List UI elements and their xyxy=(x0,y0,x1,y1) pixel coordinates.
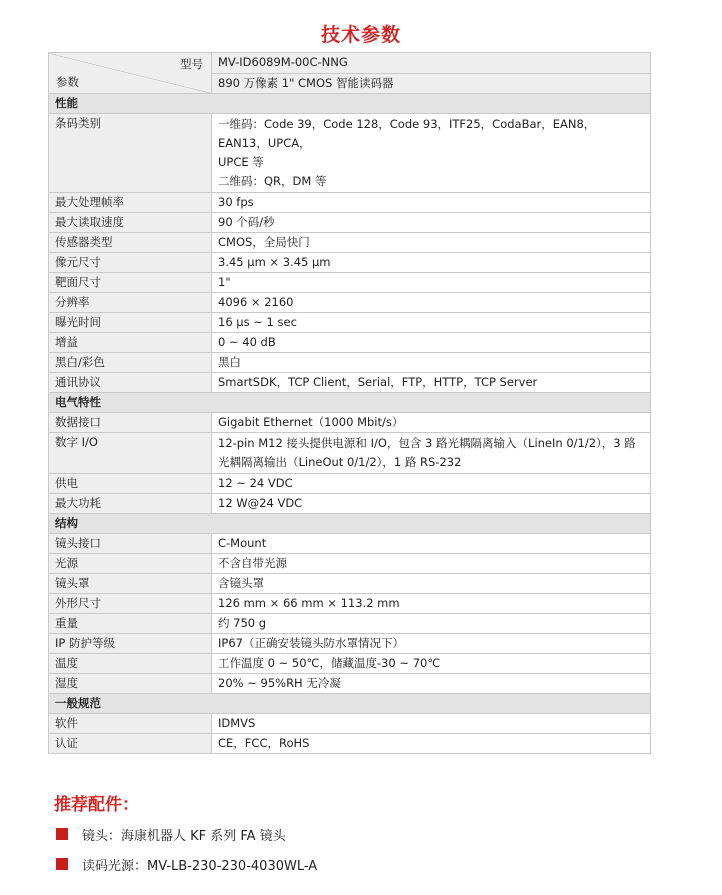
spec-value xyxy=(212,734,651,754)
table-row xyxy=(49,433,651,474)
spec-value-line: 黑白 xyxy=(218,355,241,369)
table-row xyxy=(49,494,651,514)
section-row xyxy=(49,514,651,534)
spec-value-line: 二维码：QR，DM 等 xyxy=(218,174,327,188)
spec-value xyxy=(212,534,651,554)
accessories-list xyxy=(56,823,317,883)
spec-label: 光源 xyxy=(49,554,212,574)
spec-value xyxy=(212,114,651,193)
spec-value-line: SmartSDK，TCP Client，Serial，FTP，HTTP，TCP Server xyxy=(218,375,538,389)
spec-value-line: IDMVS xyxy=(218,716,256,730)
spec-label: 数字 I/O xyxy=(49,433,212,474)
header-diagonal-cell xyxy=(49,53,212,94)
table-row xyxy=(49,213,651,233)
square-bullet-icon xyxy=(56,858,68,870)
table-row xyxy=(49,114,651,193)
table-row xyxy=(49,233,651,253)
table-row xyxy=(49,674,651,694)
spec-value xyxy=(212,433,651,474)
page-title: 技术参数 xyxy=(320,24,401,46)
section-heading: 性能 xyxy=(49,94,651,114)
table-row xyxy=(49,614,651,634)
spec-label: 最大读取速度 xyxy=(49,213,212,233)
spec-table xyxy=(48,52,651,754)
spec-value xyxy=(212,273,651,293)
spec-value xyxy=(212,213,651,233)
spec-value-line: Gigabit Ethernet（1000 Mbit/s） xyxy=(218,415,404,429)
spec-value xyxy=(212,373,651,393)
spec-value xyxy=(212,594,651,614)
spec-value xyxy=(212,714,651,734)
spec-label: 外形尺寸 xyxy=(49,594,212,614)
accessories-title: 推荐配件： xyxy=(54,795,139,815)
spec-label: 分辨率 xyxy=(49,293,212,313)
table-row xyxy=(49,253,651,273)
spec-value-line: 约 750 g xyxy=(218,616,267,630)
table-row xyxy=(49,714,651,734)
header-row-model xyxy=(49,53,651,74)
spec-value-line: 20% ~ 95%RH 无冷凝 xyxy=(218,676,341,690)
spec-value xyxy=(212,574,651,594)
spec-value xyxy=(212,313,651,333)
model-value: MV-ID6089M-00C-NNG xyxy=(212,53,651,74)
model-label: 型号 xyxy=(180,57,203,71)
section-row xyxy=(49,393,651,413)
spec-value xyxy=(212,253,651,273)
spec-label: 通讯协议 xyxy=(49,373,212,393)
table-row xyxy=(49,273,651,293)
section-heading: 一般规范 xyxy=(49,694,651,714)
spec-value xyxy=(212,333,651,353)
spec-value-line: CE，FCC，RoHS xyxy=(218,736,310,750)
spec-label: 镜头接口 xyxy=(49,534,212,554)
spec-value-line: 3.45 μm × 3.45 μm xyxy=(218,255,331,269)
spec-value xyxy=(212,634,651,654)
spec-value xyxy=(212,614,651,634)
table-row xyxy=(49,594,651,614)
spec-value xyxy=(212,233,651,253)
spec-value-line: 4096 × 2160 xyxy=(218,295,294,309)
spec-label: 数据接口 xyxy=(49,413,212,433)
table-row xyxy=(49,654,651,674)
accessory-item xyxy=(56,823,317,845)
spec-label: 认证 xyxy=(49,734,212,754)
table-row xyxy=(49,373,651,393)
spec-value xyxy=(212,193,651,213)
table-row xyxy=(49,313,651,333)
spec-value xyxy=(212,654,651,674)
spec-label: 重量 xyxy=(49,614,212,634)
table-row xyxy=(49,574,651,594)
spec-label: 黑白/彩色 xyxy=(49,353,212,373)
spec-value-line: 不含自带光源 xyxy=(218,556,287,570)
spec-label: 供电 xyxy=(49,474,212,494)
spec-value xyxy=(212,474,651,494)
spec-value xyxy=(212,353,651,373)
table-row xyxy=(49,474,651,494)
spec-value-line: 126 mm × 66 mm × 113.2 mm xyxy=(218,596,400,610)
spec-value-line: 90 个码/秒 xyxy=(218,215,275,229)
accessory-text: 镜头：海康机器人 KF 系列 FA 镜头 xyxy=(82,828,286,844)
spec-label: 温度 xyxy=(49,654,212,674)
spec-value-line: 光耦隔离输出（LineOut 0/1/2），1 路 RS-232 xyxy=(218,455,462,469)
spec-value-line: UPCE 等 xyxy=(218,155,264,169)
param-value: 890 万像素 1" CMOS 智能读码器 xyxy=(212,73,651,94)
spec-value-line: 0 ~ 40 dB xyxy=(218,335,276,349)
table-row xyxy=(49,413,651,433)
table-row xyxy=(49,353,651,373)
section-row xyxy=(49,94,651,114)
table-row xyxy=(49,534,651,554)
spec-value-line: 16 μs ~ 1 sec xyxy=(218,315,297,329)
spec-label: 曝光时间 xyxy=(49,313,212,333)
spec-value-line: 含镜头罩 xyxy=(218,576,264,590)
spec-value xyxy=(212,413,651,433)
spec-value-line: 12 ~ 24 VDC xyxy=(218,476,293,490)
section-heading: 电气特性 xyxy=(49,393,651,413)
spec-label: 靶面尺寸 xyxy=(49,273,212,293)
spec-label: 镜头罩 xyxy=(49,574,212,594)
accessory-text: 读码光源：MV-LB-230-230-4030WL-A xyxy=(82,858,318,874)
spec-label: 湿度 xyxy=(49,674,212,694)
spec-value-line: 12-pin M12 接头提供电源和 I/O，包含 3 路光耦隔离输入（LineIn 0/1/2），3 路 xyxy=(218,436,636,450)
spec-value-line: CMOS，全局快门 xyxy=(218,235,310,249)
table-row xyxy=(49,734,651,754)
table-row xyxy=(49,554,651,574)
spec-value xyxy=(212,554,651,574)
spec-value-line: 12 W@24 VDC xyxy=(218,496,303,510)
spec-value-line: 一维码：Code 39，Code 128，Code 93，ITF25，CodaBar，EAN8，EAN13，UPCA， xyxy=(218,117,596,150)
table-row xyxy=(49,333,651,353)
spec-value-line: C-Mount xyxy=(218,536,267,550)
spec-value xyxy=(212,674,651,694)
accessory-item xyxy=(56,853,317,875)
spec-label: 增益 xyxy=(49,333,212,353)
spec-value-line: 工作温度 0 ~ 50℃，储藏温度-30 ~ 70℃ xyxy=(218,656,441,670)
param-label: 参数 xyxy=(56,75,79,89)
spec-label: 像元尺寸 xyxy=(49,253,212,273)
spec-label: 最大功耗 xyxy=(49,494,212,514)
spec-label: 最大处理帧率 xyxy=(49,193,212,213)
spec-value xyxy=(212,293,651,313)
spec-value-line: IP67（正确安装镜头防水罩情况下） xyxy=(218,636,404,650)
section-heading: 结构 xyxy=(49,514,651,534)
spec-value-line: 1" xyxy=(218,275,231,289)
table-row xyxy=(49,293,651,313)
spec-value xyxy=(212,494,651,514)
spec-table-body xyxy=(49,53,651,754)
table-row xyxy=(49,634,651,654)
table-row xyxy=(49,193,651,213)
section-row xyxy=(49,694,651,714)
square-bullet-icon xyxy=(56,828,68,840)
spec-value-line: 30 fps xyxy=(218,195,254,209)
spec-label: 传感器类型 xyxy=(49,233,212,253)
spec-label: 软件 xyxy=(49,714,212,734)
spec-label: 条码类别 xyxy=(49,114,212,193)
spec-label: IP 防护等级 xyxy=(49,634,212,654)
